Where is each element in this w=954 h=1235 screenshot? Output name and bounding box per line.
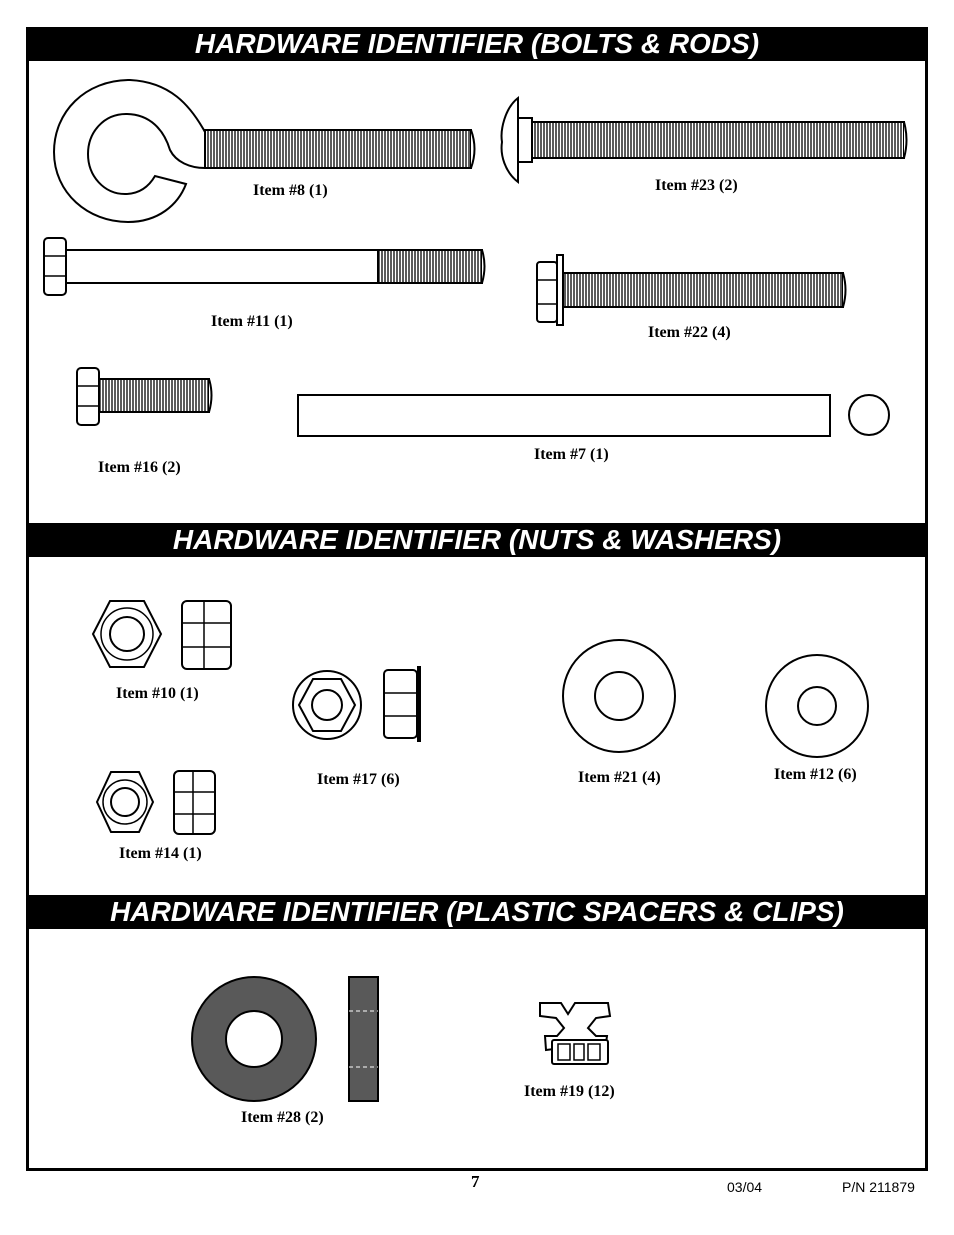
eye-bolt-icon (54, 80, 475, 222)
rod-icon (298, 395, 889, 436)
large-washer-icon (563, 640, 675, 752)
item-label-21: Item #21 (4) (578, 769, 661, 786)
item-label-28: Item #28 (2) (241, 1109, 324, 1126)
flange-bolt-icon (537, 255, 846, 325)
revision-date: 03/04 (727, 1179, 763, 1195)
item-label-23: Item #23 (2) (655, 177, 738, 194)
part-number: P/N 211879 (842, 1179, 915, 1195)
flange-nut-icon (293, 666, 421, 742)
short-hex-bolt-icon (77, 368, 212, 425)
item-label-8: Item #8 (1) (253, 182, 328, 199)
page-number: 7 (471, 1172, 480, 1191)
item-label-22: Item #22 (4) (648, 324, 731, 341)
item-label-11: Item #11 (1) (211, 313, 293, 330)
long-hex-bolt-icon (44, 238, 485, 295)
item-label-7: Item #7 (1) (534, 446, 609, 463)
lock-nut-small-icon (97, 771, 215, 834)
item-label-12: Item #12 (6) (774, 766, 857, 783)
section-title-plastic-spacers-clips: HARDWARE IDENTIFIER (PLASTIC SPACERS & CLIPS) (26, 895, 928, 929)
plastic-clip-icon (540, 1003, 610, 1064)
item-label-16: Item #16 (2) (98, 459, 181, 476)
item-label-19: Item #19 (12) (524, 1083, 615, 1100)
item-label-10: Item #10 (1) (116, 685, 199, 702)
section-title-bolts-rods: HARDWARE IDENTIFIER (BOLTS & RODS) (26, 27, 928, 61)
section-title-nuts-washers: HARDWARE IDENTIFIER (NUTS & WASHERS) (26, 523, 928, 557)
lock-nut-large-icon (93, 601, 231, 669)
carriage-bolt-icon (502, 98, 907, 182)
small-washer-icon (766, 655, 868, 757)
item-label-14: Item #14 (1) (119, 845, 202, 862)
plastic-spacer-icon (192, 977, 378, 1101)
item-label-17: Item #17 (6) (317, 771, 400, 788)
